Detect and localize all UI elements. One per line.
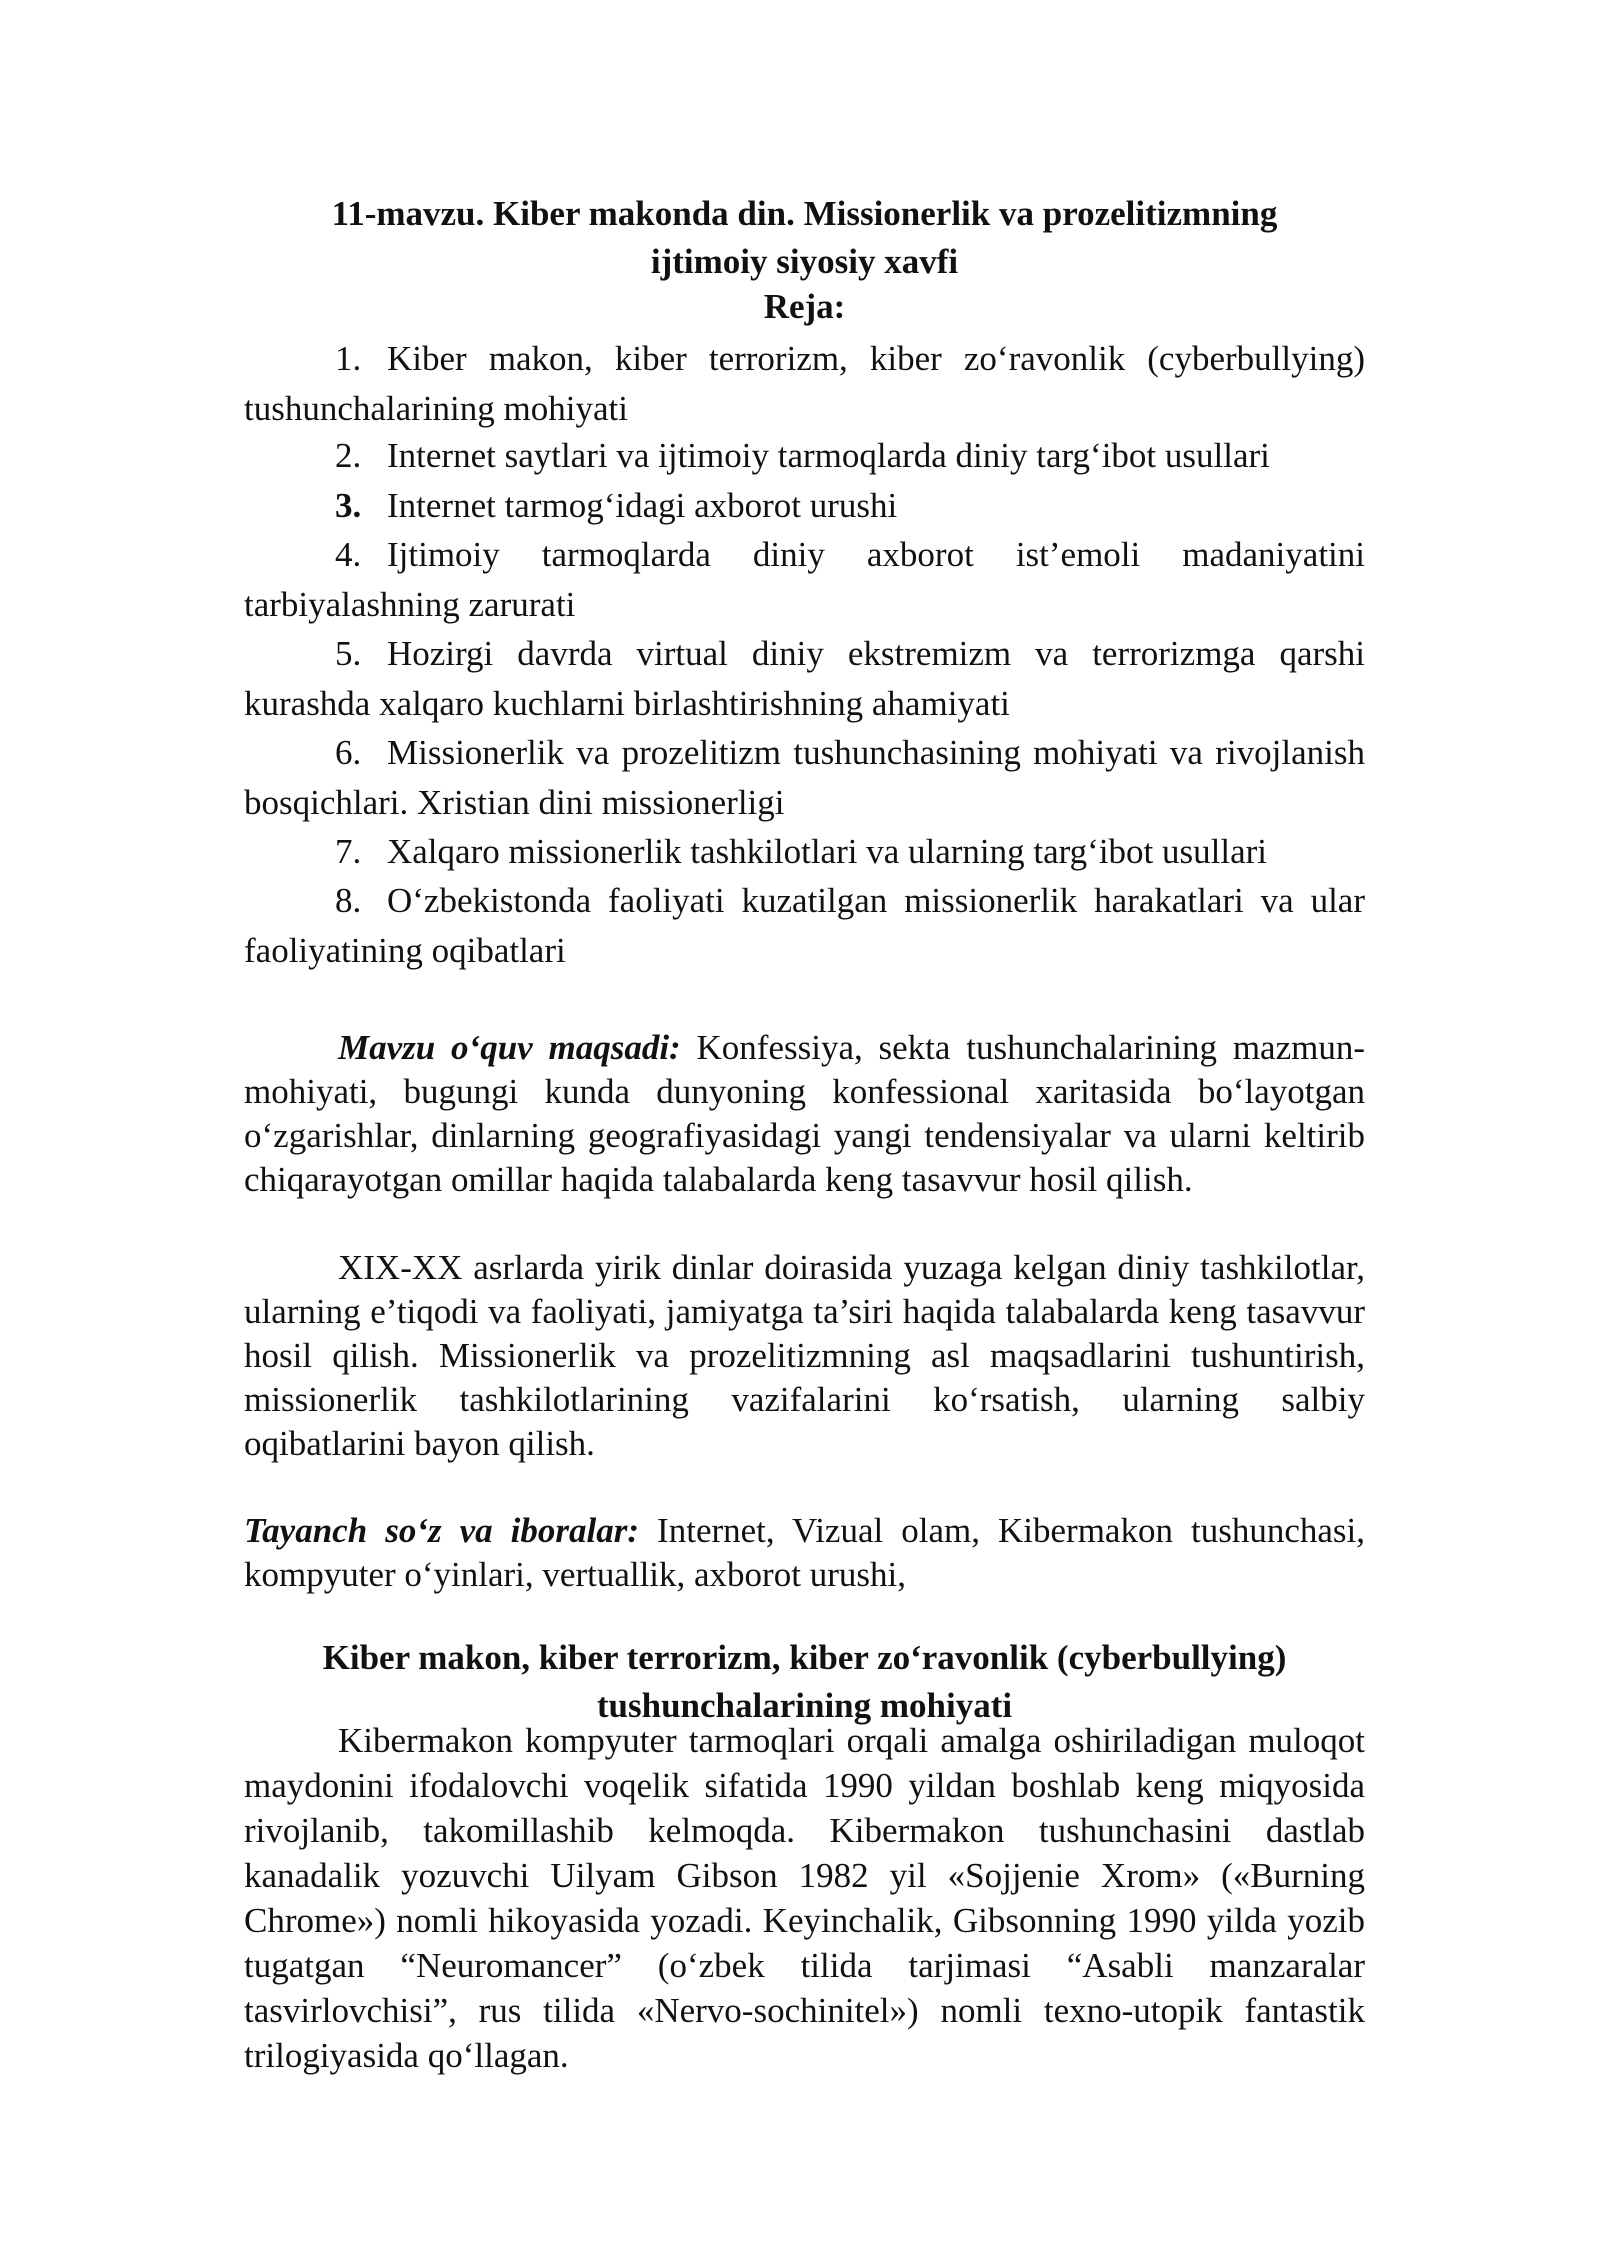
title-line-2: ijtimoiy siyosiy xavfi	[650, 242, 959, 281]
plan-item-number: 7.	[335, 832, 362, 871]
learning-goal-text: Konfessiya, sekta tushunchalarining mazmun-mohiyati, bugungi kunda dunyoning konfessional xaritasida bo‘layotgan o‘zgarishlar, dinlarning geografiyasidagi yangi tendensiyalar va ularni keltirib chiqarayotgan omillar haqida talabalarda keng tasavvur hosil qilish.	[244, 1028, 1365, 1199]
plan-item-text: Xalqaro missionerlik tashkilotlari va ularning targ‘ibot usullari	[387, 832, 1268, 871]
plan-item-text: Internet tarmog‘idagi axborot urushi	[387, 486, 898, 525]
plan-item-1	[244, 334, 1365, 434]
section-body-paragraph: Kibermakon kompyuter tarmoqlari orqali amalga oshiriladigan muloqot maydonini ifodalovchi voqelik sifatida 1990 yildan boshlab keng miqyosida rivojlanib, takomillashib kelmoqda. Kibermakon tushunchasini dastlab kanadalik yozuvchi Uilyam Gibson 1982 yil «Sojjenie Xrom» («Burning Chrome») nomli hikoyasida yozadi. Keyinchalik, Gibsonning 1990 yilda yozib tugatgan “Neuromancer” (o‘zbek tilida tarjimasi “Asabli manzaralar tasvirlovchisi”, rus tilida «Nervo-sochinitel») nomli texno-utopik fantastik trilogiyasida qo‘llagan.	[244, 1721, 1365, 2075]
plan-item-6	[244, 728, 1365, 828]
plan-item-number: 6.	[335, 733, 362, 772]
plan-item-number: 4.	[335, 535, 362, 574]
plan-item-text: Ijtimoiy tarmoqlarda diniy axborot ist’emoli madaniyatini tarbiyalashning zarurati	[244, 535, 1365, 624]
section-heading	[244, 1634, 1365, 1730]
plan-item-7	[244, 827, 1365, 877]
plan-item-number: 1.	[335, 339, 362, 378]
learning-goal-label: Mavzu o‘quv maqsadi:	[338, 1028, 681, 1067]
plan-item-number: 2.	[335, 436, 362, 475]
keywords-label: Tayanch so‘z va iboralar:	[244, 1511, 640, 1550]
plan-heading: Reja:	[763, 287, 846, 326]
section-heading-line-2: tushunchalarining mohiyati	[596, 1686, 1013, 1725]
title-line-1: 11-mavzu. Kiber makonda din. Missionerlik va prozelitizmning	[331, 194, 1278, 233]
plan-item-text: Kiber makon, kiber terrorizm, kiber zo‘ravonlik (cyberbullying) tushunchalarining mohiyati	[244, 339, 1365, 428]
document-title	[244, 190, 1365, 286]
plan-item-number: 5.	[335, 634, 362, 673]
plan-item-text: Hozirgi davrda virtual diniy ekstremizm va terrorizmga qarshi kurashda xalqaro kuchlarni birlashtirishning ahamiyati	[244, 634, 1365, 723]
learning-goal-paragraph-2: XIX-XX asrlarda yirik dinlar doirasida yuzaga kelgan diniy tashkilotlar, ularning e’tiqodi va faoliyati, jamiyatga ta’siri haqida talabalarda keng tasavvur hosil qilish. Missionerlik va prozelitizmning asl maqsadlarini tushuntirish, missionerlik tashkilotlarining vazifalarini ko‘rsatish, ularning salbiy oqibatlarini bayon qilish.	[244, 1248, 1365, 1463]
plan-item-number: 8.	[335, 881, 362, 920]
plan-item-2	[244, 431, 1365, 481]
plan-item-5	[244, 629, 1365, 729]
learning-goal-paragraph	[244, 1026, 1365, 1202]
plan-item-number: 3.	[335, 486, 362, 525]
plan-item-text: O‘zbekistonda faoliyati kuzatilgan missionerlik harakatlari va ular faoliyatining oqibatlari	[244, 881, 1365, 970]
plan-item-3	[244, 481, 1365, 531]
plan-item-8	[244, 876, 1365, 976]
plan-item-text: Missionerlik va prozelitizm tushunchasining mohiyati va rivojlanish bosqichlari. Xristian dini missionerligi	[244, 733, 1365, 822]
section-heading-line-1: Kiber makon, kiber terrorizm, kiber zo‘ravonlik (cyberbullying)	[322, 1638, 1287, 1677]
plan-item-4	[244, 530, 1365, 630]
keywords-paragraph	[244, 1509, 1365, 1597]
keywords-text: Internet, Vizual olam, Kibermakon tushunchasi, kompyuter o‘yinlari, vertuallik, axborot urushi,	[244, 1511, 1365, 1594]
plan-item-text: Internet saytlari va ijtimoiy tarmoqlarda diniy targ‘ibot usullari	[387, 436, 1270, 475]
